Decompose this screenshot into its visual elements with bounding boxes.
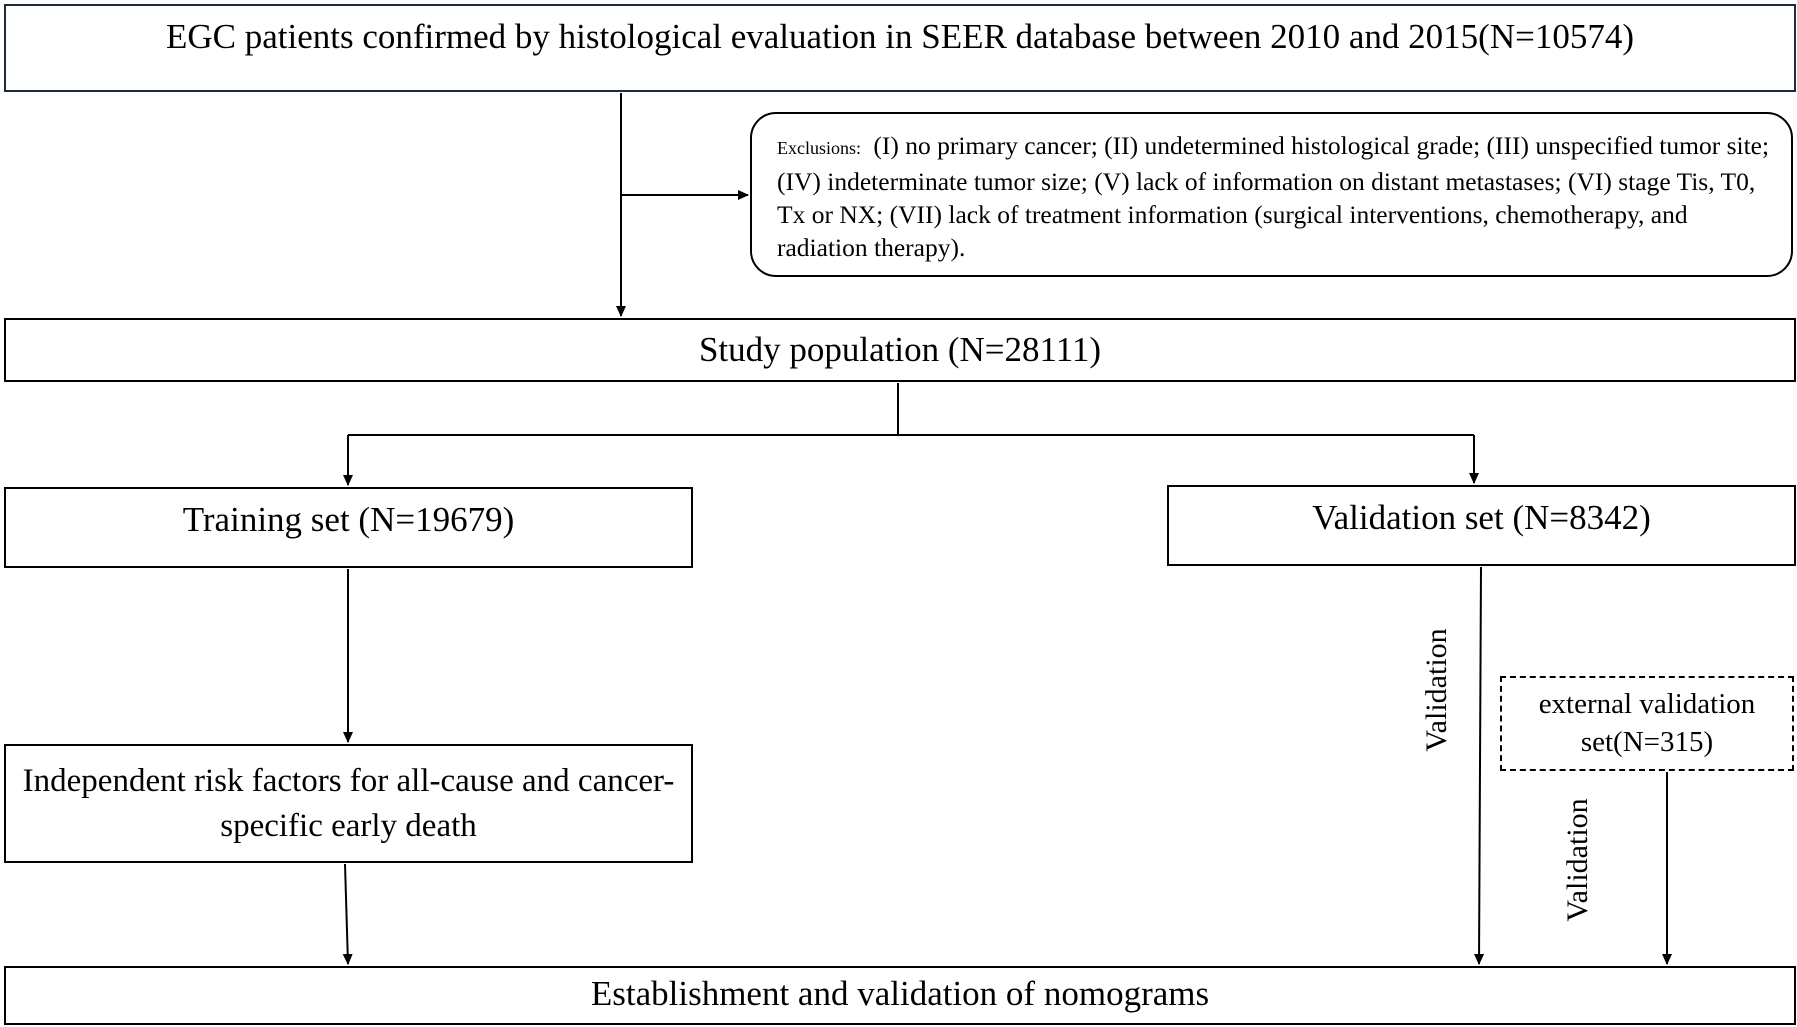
exclusions-label: Exclusions: bbox=[777, 138, 861, 158]
study-population-box bbox=[4, 318, 1796, 382]
exclusions-text: (I) no primary cancer; (II) undetermined histological grade; (III) unspecified tumor site; (IV) indeterminate tumor size; (V) lack of information on distant metastases; (VI) stage Tis, T0, Tx or NX; (VII) lack of treatment information (surgical interventions, chemotherapy, and radiation therapy). bbox=[777, 131, 1770, 262]
external-validation-edge-label: Validation bbox=[1561, 798, 1594, 922]
connector-risk-to-final bbox=[345, 864, 348, 964]
exclusions-box bbox=[750, 112, 1793, 277]
nomogram-text: Establishment and validation of nomograms bbox=[590, 974, 1210, 1013]
risk-factors-box bbox=[4, 744, 693, 863]
validation-set-box bbox=[1167, 485, 1796, 566]
validation-set-text: Validation set (N=8342) bbox=[1312, 498, 1651, 537]
external-validation-text: external validation set(N=315) bbox=[1538, 687, 1756, 758]
nomogram-box bbox=[4, 966, 1796, 1025]
source-population-box bbox=[4, 4, 1796, 92]
study-population-text: Study population (N=28111) bbox=[698, 330, 1102, 369]
validation-edge-label: Validation bbox=[1420, 628, 1453, 752]
training-set-text: Training set (N=19679) bbox=[182, 500, 515, 539]
training-set-box bbox=[4, 487, 693, 568]
risk-factors-text: Independent risk factors for all-cause and cancer-specific early death bbox=[22, 762, 675, 844]
external-validation-box bbox=[1500, 676, 1794, 771]
exclusions-content bbox=[777, 129, 1771, 264]
connector-validation-to-final bbox=[1479, 567, 1481, 964]
source-population-text: EGC patients confirmed by histological evaluation in SEER database between 2010 and 2015(N=10574) bbox=[165, 17, 1635, 56]
